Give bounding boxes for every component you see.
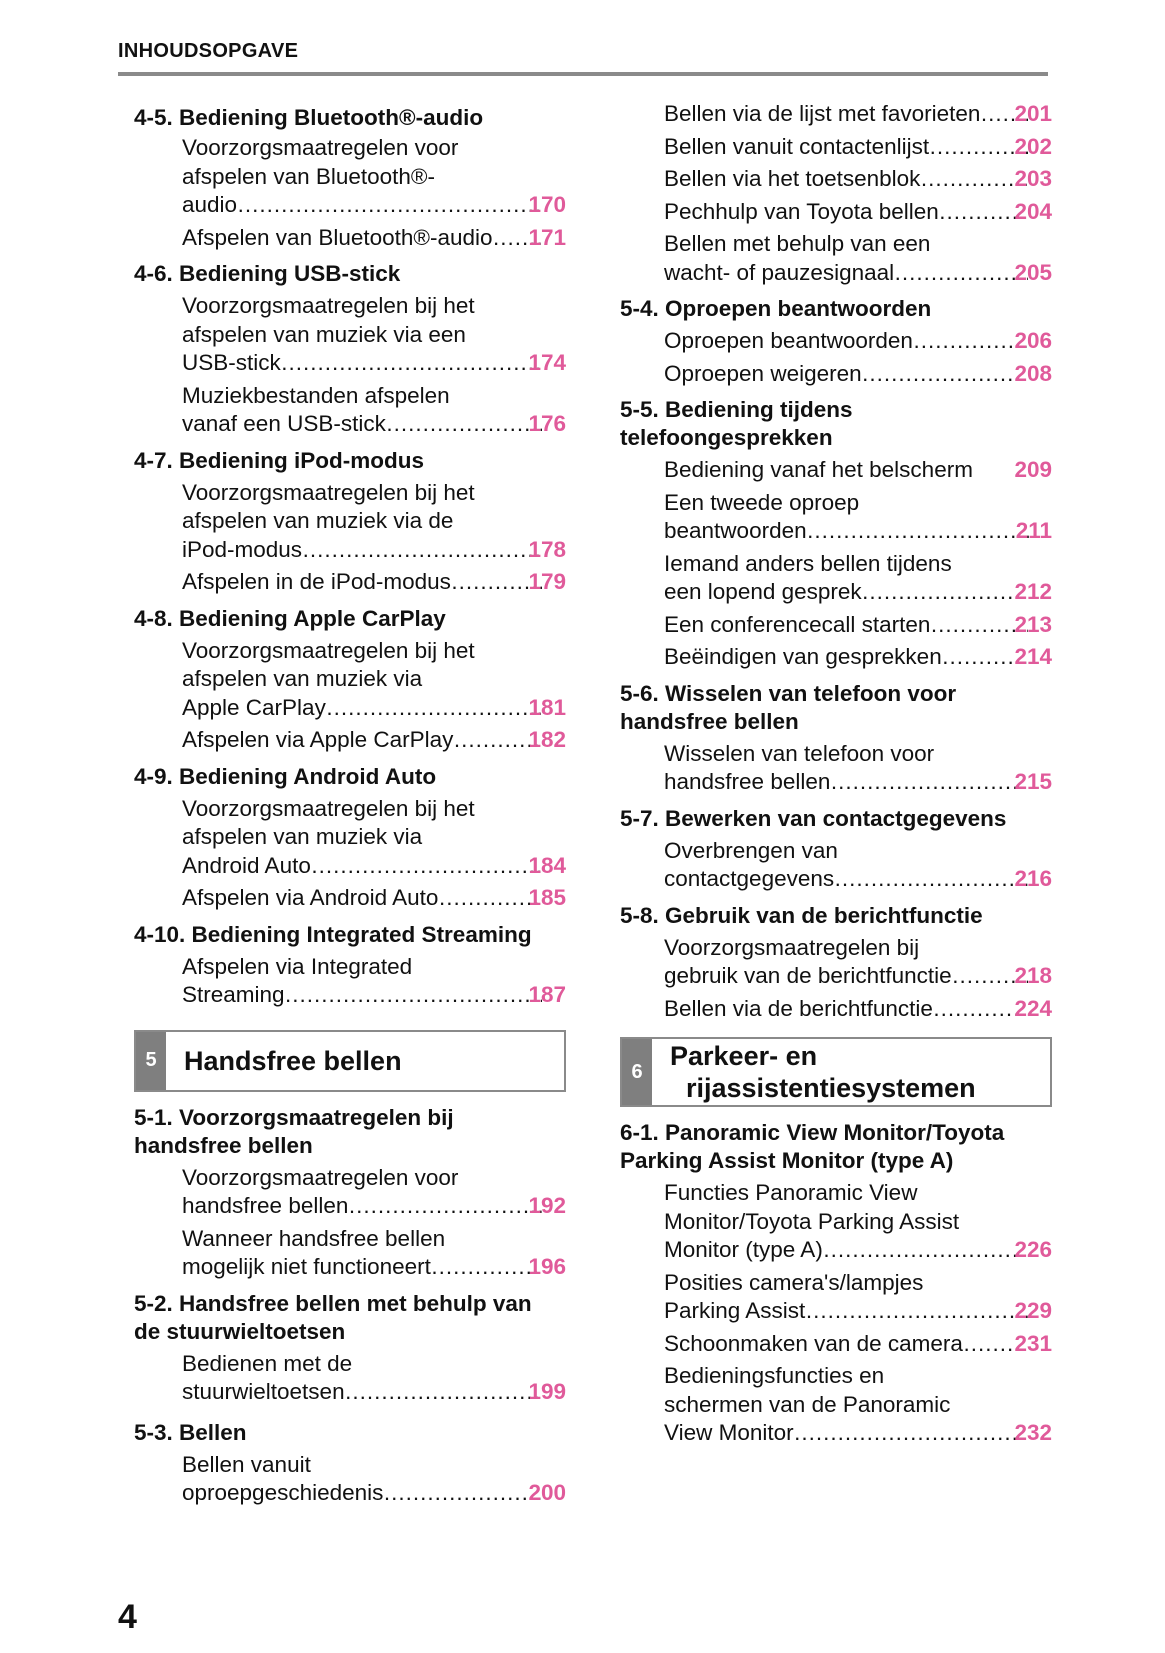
- entry-line: Streaming: [182, 982, 285, 1007]
- entry-line: Voorzorgsmaatregelen bij het: [182, 479, 475, 505]
- leader-dots: [328, 694, 543, 723]
- page-ref[interactable]: 182: [528, 727, 566, 752]
- toc-entry[interactable]: [182, 637, 566, 723]
- chapter-number: 5: [136, 1032, 166, 1090]
- section-heading-line: handsfree bellen: [620, 708, 799, 734]
- leader-dots: [385, 1479, 542, 1508]
- page-ref[interactable]: 206: [1014, 328, 1052, 353]
- entry-line: Voorzorgsmaatregelen bij het: [182, 637, 475, 663]
- entry-line: gebruik van de berichtfunctie: [664, 963, 952, 988]
- toc-entry[interactable]: [182, 1350, 566, 1407]
- entry-line: afspelen van muziek via de: [182, 508, 454, 533]
- toc-entry[interactable]: [664, 456, 1052, 485]
- page-ref[interactable]: 229: [1014, 1298, 1052, 1323]
- page-ref[interactable]: 212: [1014, 579, 1052, 604]
- leader-dots: [922, 165, 1028, 194]
- chapter-title-line: Parkeer- en: [670, 1041, 818, 1071]
- entry-line: Afspelen via Android Auto: [182, 885, 439, 910]
- toc-entry[interactable]: [664, 230, 1052, 287]
- entry-line: afspelen van muziek via een: [182, 321, 466, 347]
- page-ref[interactable]: 209: [1014, 457, 1052, 482]
- page-ref[interactable]: 176: [528, 411, 566, 436]
- entry-line: Bellen via de berichtfunctie: [664, 995, 933, 1021]
- leader-dots: [864, 578, 1029, 607]
- chapter-6-banner[interactable]: [620, 1037, 1052, 1107]
- section-heading: 5-8. Gebruik van de berichtfunctie: [620, 902, 983, 928]
- page-ref[interactable]: 196: [528, 1254, 566, 1279]
- entry-line: Voorzorgsmaatregelen bij het: [182, 293, 475, 318]
- entry-line: beantwoorden: [664, 518, 807, 543]
- page-ref[interactable]: 185: [528, 885, 566, 910]
- page-number: 4: [118, 1598, 137, 1636]
- entry-line: Een tweede oproep: [664, 489, 860, 515]
- toc-entry[interactable]: [664, 165, 1052, 194]
- page-ref[interactable]: 204: [1014, 198, 1052, 224]
- entry-line: USB-stick: [182, 350, 281, 375]
- toc-entry[interactable]: [664, 740, 1052, 797]
- entry-line: Iemand anders bellen tijdens: [664, 550, 952, 576]
- entry-line: wacht- of pauzesignaal: [664, 259, 895, 285]
- entry-line: stuurwieltoetsen: [182, 1379, 345, 1404]
- entry-line: Bediening vanaf het belscherm: [664, 457, 973, 482]
- entry-line: Afspelen via Integrated: [182, 953, 413, 979]
- header-rule: [118, 72, 1048, 76]
- page-ref[interactable]: 205: [1014, 259, 1052, 285]
- entry-line: Monitor (type A): [664, 1237, 823, 1262]
- toc-entry[interactable]: [182, 134, 566, 220]
- section-heading: 4-10. Bediening Integrated Streaming: [134, 921, 532, 947]
- entry-line: vanaf een USB-stick: [182, 411, 386, 436]
- entry-line: View Monitor: [664, 1420, 794, 1445]
- entry-line: Bellen vanuit contactenlijst: [664, 133, 930, 159]
- entry-line: Bellen met behulp van een: [664, 231, 931, 256]
- entry-line: een lopend gesprek: [664, 579, 862, 604]
- entry-line: Functies Panoramic View: [664, 1180, 918, 1205]
- page-ref[interactable]: 214: [1014, 644, 1052, 669]
- toc-entry[interactable]: [182, 726, 566, 755]
- page-ref[interactable]: 224: [1014, 995, 1052, 1021]
- entry-line: Bedieningsfuncties en: [664, 1363, 885, 1388]
- chapter-title: Handsfree bellen: [184, 1045, 402, 1076]
- section-heading: 4-6. Bediening USB-stick: [134, 261, 401, 286]
- leader-dots: [304, 536, 542, 565]
- page-ref[interactable]: 211: [1015, 518, 1052, 543]
- leader-dots: [809, 517, 1030, 546]
- leader-dots: [832, 768, 1028, 797]
- page-ref[interactable]: 174: [528, 350, 566, 375]
- toc-entry[interactable]: [182, 292, 566, 378]
- toc-entry[interactable]: [664, 1269, 1052, 1326]
- entry-line: Voorzorgsmaatregelen bij: [664, 934, 920, 960]
- section-heading-line: Parking Assist Monitor (type A): [620, 1148, 954, 1173]
- entry-line: Schoonmaken van de camera: [664, 1330, 963, 1356]
- leader-dots: [388, 410, 543, 439]
- section-heading: [620, 396, 1052, 452]
- page-ref[interactable]: 213: [1014, 611, 1052, 637]
- page-ref[interactable]: 203: [1014, 166, 1052, 191]
- toc-entry[interactable]: [182, 1451, 566, 1508]
- toc-entry[interactable]: [182, 884, 566, 913]
- entry-line: Wisselen van telefoon voor: [664, 740, 935, 766]
- page-ref[interactable]: 208: [1014, 360, 1052, 386]
- entry-line: Een conferencecall starten: [664, 611, 931, 637]
- entry-line: Beëindigen van gesprekken: [664, 644, 942, 669]
- section-heading-line: handsfree bellen: [134, 1132, 313, 1158]
- leader-dots: [239, 191, 542, 220]
- toc-entry[interactable]: [664, 995, 1052, 1024]
- toc-entry[interactable]: [664, 360, 1052, 389]
- leader-dots: [347, 1378, 543, 1407]
- section-heading: 4-7. Bediening iPod-modus: [134, 447, 425, 473]
- page-ref[interactable]: 178: [528, 536, 566, 562]
- entry-line: Apple CarPlay: [182, 694, 326, 720]
- page-ref[interactable]: 201: [1014, 101, 1052, 126]
- section-heading-line: 5-6. Wisselen van telefoon voor: [620, 680, 957, 706]
- page-ref[interactable]: 200: [528, 1480, 566, 1505]
- toc-entry[interactable]: [182, 568, 566, 597]
- toc-entry[interactable]: [182, 382, 566, 439]
- page-ref[interactable]: 216: [1014, 866, 1052, 891]
- page-ref[interactable]: 192: [528, 1193, 566, 1218]
- entry-line: Voorzorgsmaatregelen voor: [182, 1164, 459, 1190]
- section-heading: [134, 1290, 566, 1346]
- section-heading-line: 6-1. Panoramic View Monitor/Toyota: [620, 1120, 1005, 1145]
- toc-entry[interactable]: [182, 795, 566, 881]
- entry-line: Oproepen weigeren: [664, 360, 862, 386]
- toc-entry[interactable]: [664, 327, 1052, 356]
- entry-line: handsfree bellen: [182, 1193, 349, 1218]
- leader-dots: [836, 865, 1028, 894]
- section-heading-line: telefoongesprekken: [620, 425, 833, 450]
- entry-line: Voorzorgsmaatregelen voor: [182, 135, 459, 160]
- entry-line: Voorzorgsmaatregelen bij het: [182, 795, 475, 821]
- page-ref[interactable]: 199: [528, 1379, 566, 1404]
- leader-dots: [440, 884, 542, 913]
- chapter-5-banner[interactable]: [134, 1030, 566, 1092]
- toc-entry[interactable]: [664, 1179, 1052, 1265]
- page-ref[interactable]: 215: [1014, 769, 1052, 794]
- page-ref[interactable]: 218: [1014, 963, 1052, 988]
- entry-line: Monitor/Toyota Parking Assist: [664, 1208, 960, 1234]
- entry-line: Oproepen beantwoorden: [664, 328, 913, 353]
- entry-line: contactgegevens: [664, 866, 835, 891]
- section-heading: 4-8. Bediening Apple CarPlay: [134, 605, 446, 631]
- toc-entry[interactable]: [664, 643, 1052, 672]
- toc-left-column: [134, 104, 566, 1508]
- entry-line: Bellen via het toetsenblok: [664, 166, 921, 191]
- leader-dots: [896, 259, 1028, 288]
- toc-entry[interactable]: [182, 953, 566, 1010]
- entry-line: schermen van de Panoramic: [664, 1391, 951, 1417]
- section-heading-line: 5-1. Voorzorgsmaatregelen bij: [134, 1104, 454, 1130]
- section-heading-line: 5-2. Handsfree bellen met behulp van: [134, 1290, 532, 1316]
- leader-dots: [433, 1253, 543, 1282]
- toc-entry[interactable]: [182, 1225, 566, 1282]
- entry-line: Wanneer handsfree bellen: [182, 1225, 446, 1251]
- entry-line: afspelen van Bluetooth®-: [182, 163, 435, 189]
- page-ref[interactable]: 187: [528, 982, 566, 1007]
- leader-dots: [864, 360, 1029, 389]
- section-heading: [620, 1119, 1052, 1175]
- toc-entry[interactable]: [182, 1164, 566, 1221]
- toc-entry[interactable]: [664, 1330, 1052, 1359]
- section-heading-line: 5-5. Bediening tijdens: [620, 397, 853, 422]
- page-ref[interactable]: 202: [1014, 133, 1052, 159]
- entry-line: afspelen van muziek via: [182, 824, 423, 849]
- toc-entry[interactable]: [182, 479, 566, 565]
- section-heading: 5-7. Bewerken van contactgegevens: [620, 805, 1007, 831]
- entry-line: Bellen via de lijst met favorieten: [664, 101, 981, 126]
- entry-line: Posities camera's/lampjes: [664, 1269, 924, 1295]
- page-ref[interactable]: 179: [528, 569, 566, 594]
- entry-line: iPod-modus: [182, 536, 303, 562]
- section-heading: [134, 1104, 566, 1160]
- entry-line: audio: [182, 192, 238, 217]
- entry-line: Parking Assist: [664, 1298, 806, 1323]
- entry-line: Afspelen van Bluetooth®-audio: [182, 224, 493, 250]
- section-heading: 4-9. Bediening Android Auto: [134, 763, 437, 789]
- toc-entry[interactable]: [664, 837, 1052, 894]
- toc-right-column: [620, 100, 1052, 1448]
- toc-entry[interactable]: [664, 133, 1052, 162]
- toc-entry[interactable]: [664, 100, 1052, 129]
- chapter-title: [652, 1039, 976, 1105]
- entry-line: Afspelen via Apple CarPlay: [182, 727, 454, 752]
- page-ref[interactable]: 231: [1014, 1330, 1052, 1356]
- chapter-number: 6: [622, 1039, 652, 1105]
- toc-entry[interactable]: [664, 611, 1052, 640]
- chapter-title-line: rijassistentiesystemen: [686, 1073, 976, 1103]
- toc-entry[interactable]: [664, 1362, 1052, 1448]
- page-ref[interactable]: 170: [528, 192, 566, 217]
- toc-entry[interactable]: [664, 198, 1052, 227]
- section-heading-line: de stuurwieltoetsen: [134, 1318, 346, 1344]
- entry-line: Pechhulp van Toyota bellen: [664, 198, 939, 224]
- toc-entry[interactable]: [664, 550, 1052, 607]
- entry-line: Android Auto: [182, 852, 311, 878]
- leader-dots: [287, 981, 543, 1010]
- entry-line: oproepgeschiedenis: [182, 1480, 384, 1505]
- page-ref[interactable]: 181: [528, 694, 566, 720]
- page-ref[interactable]: 184: [528, 852, 566, 878]
- leader-dots: [350, 1192, 542, 1221]
- leader-dots: [313, 852, 543, 881]
- toc-entry[interactable]: [664, 934, 1052, 991]
- page-ref[interactable]: 171: [528, 224, 566, 250]
- entry-line: Bedienen met de: [182, 1350, 353, 1376]
- leader-dots: [283, 349, 543, 378]
- entry-line: Afspelen in de iPod-modus: [182, 569, 451, 594]
- section-heading: 5-4. Oproepen beantwoorden: [620, 296, 932, 321]
- section-heading: [620, 680, 1052, 736]
- entry-line: mogelijk niet functioneert: [182, 1254, 431, 1279]
- toc-entry[interactable]: [664, 489, 1052, 546]
- page-ref[interactable]: 232: [1014, 1420, 1052, 1445]
- leader-dots: [915, 327, 1029, 356]
- leader-dots: [825, 1236, 1029, 1265]
- entry-line: Muziekbestanden afspelen: [182, 382, 450, 408]
- page-ref[interactable]: 226: [1014, 1237, 1052, 1262]
- entry-line: Bellen vanuit: [182, 1451, 311, 1477]
- leader-dots: [807, 1297, 1028, 1326]
- section-heading: 4-5. Bediening Bluetooth®-audio: [134, 105, 484, 130]
- entry-line: handsfree bellen: [664, 769, 831, 794]
- section-heading: 5-3. Bellen: [134, 1419, 247, 1445]
- header-title: INHOUDSOPGAVE: [118, 40, 299, 62]
- leader-dots: [796, 1419, 1029, 1448]
- toc-entry[interactable]: [182, 224, 566, 253]
- entry-line: Overbrengen van: [664, 837, 838, 863]
- entry-line: afspelen van muziek via: [182, 666, 423, 691]
